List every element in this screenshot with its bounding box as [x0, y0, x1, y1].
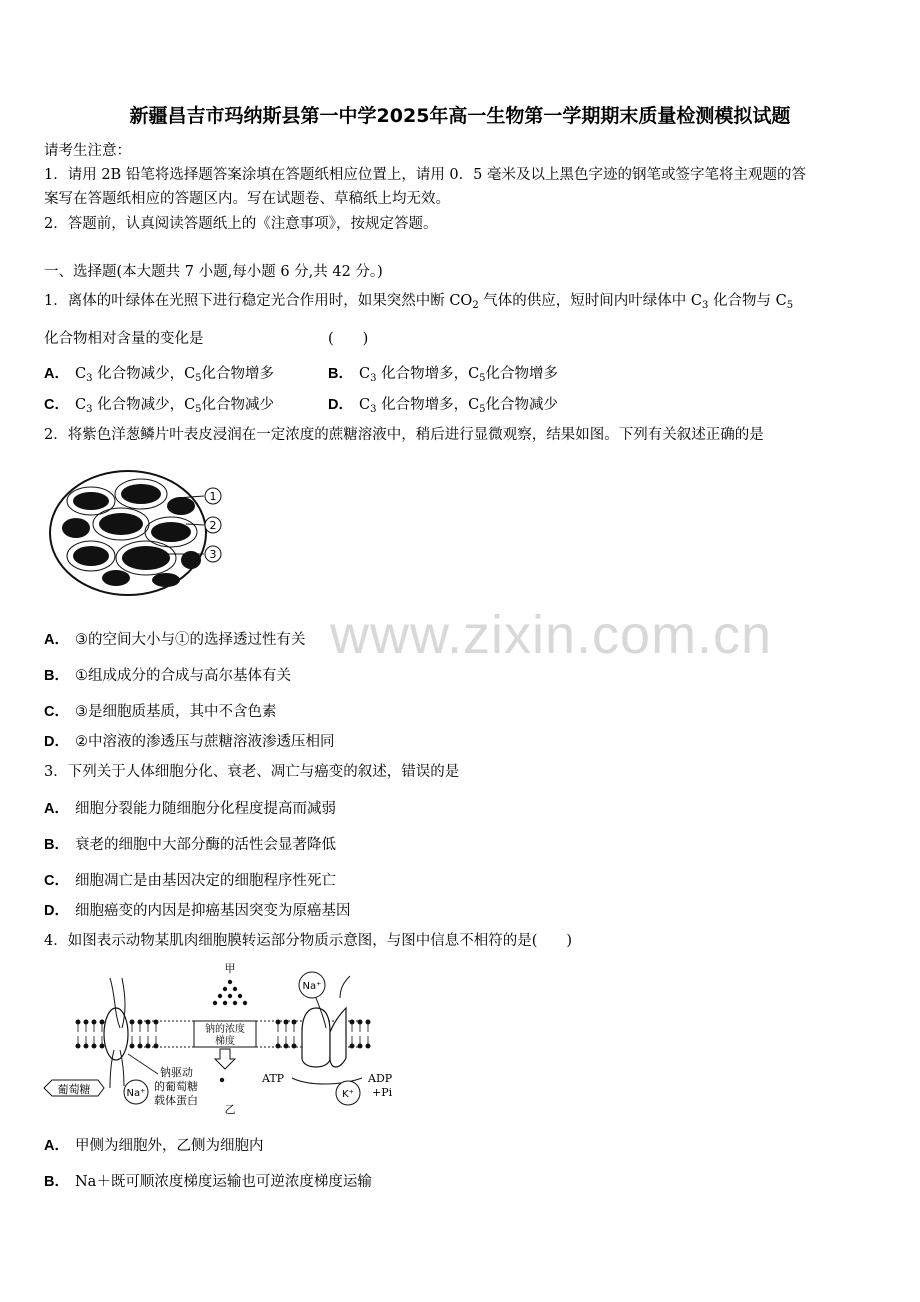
q3-option-d[interactable]: D． 细胞癌变的内因是抑癌基因突变为原癌基因	[44, 903, 351, 919]
carrier-label-1: 钠驱动	[160, 1066, 193, 1079]
side-jia-label: 甲	[224, 962, 236, 975]
cell-micrograph-figure	[46, 466, 236, 600]
fig-label-1: 1	[209, 490, 217, 503]
q1-stem-line2: 化合物相对含量的变化是	[44, 331, 204, 347]
glucose-label: 葡萄糖	[57, 1083, 91, 1096]
q1-answer-paren: ( )	[328, 331, 369, 347]
q2-stem: 2．将紫色洋葱鳞片叶表皮浸润在一定浓度的蔗糖溶液中，稍后进行显微观察，结果如图。下列有关叙述正确的是	[44, 427, 764, 443]
q2-option-d[interactable]: D． ②中溶液的渗透压与蔗糖溶液渗透压相同	[44, 734, 335, 750]
page-title: 新疆昌吉市玛纳斯县第一中学2025年高一生物第一学期期末质量检测模拟试题	[129, 105, 791, 127]
watermark: www.zixin.com.cn	[330, 605, 773, 665]
q3-option-b[interactable]: B． 衰老的细胞中大部分酶的活性会显著降低	[44, 837, 336, 853]
gradient-label-2: 梯度	[215, 1036, 235, 1047]
section-heading: 一、选择题(本大题共 7 小题,每小题 6 分,共 42 分。)	[44, 264, 383, 280]
notice-line-1a: 1．请用 2B 铅笔将选择题答案涂填在答题纸相应位置上，请用 0．5 毫米及以上黑色字迹的钢笔或签字笔将主观题的答	[44, 167, 806, 183]
na-label-right: Na⁺	[302, 981, 322, 992]
pi-label: +Pi	[372, 1086, 393, 1099]
fig-label-3: 3	[209, 548, 217, 561]
q2-option-b[interactable]: B． ①组成成分的合成与高尔基体有关	[44, 668, 291, 684]
q1-option-c[interactable]: C． $C_3$ 化合物减少，$C_5$化合物减少	[44, 397, 275, 415]
q2-option-a[interactable]: A． ③的空间大小与①的选择透过性有关	[44, 632, 306, 648]
q3-stem: 3．下列关于人体细胞分化、衰老、凋亡与癌变的叙述，错误的是	[44, 764, 460, 780]
k-label: K⁺	[342, 1089, 354, 1100]
carrier-label-3: 载体蛋白	[154, 1094, 198, 1107]
gradient-label-1: 钠的浓度	[205, 1024, 245, 1035]
q4-option-a[interactable]: A． 甲侧为细胞外，乙侧为细胞内	[44, 1138, 264, 1154]
fig-label-2: 2	[209, 519, 217, 532]
notice-line-1b: 案写在答题纸相应的答题区内。写在试题卷、草稿纸上均无效。	[44, 191, 450, 207]
q2-option-c[interactable]: C． ③是细胞质基质，其中不含色素	[44, 704, 277, 720]
notice-line-2: 2．答题前，认真阅读答题纸上的《注意事项》，按规定答题。	[44, 216, 438, 232]
na-label-left: Na⁺	[126, 1088, 146, 1099]
q3-option-c[interactable]: C． 细胞凋亡是由基因决定的细胞程序性死亡	[44, 873, 336, 889]
q4-option-b[interactable]: B． Na＋既可顺浓度梯度运输也可逆浓度梯度运输	[44, 1174, 372, 1190]
carrier-label-2: 的葡萄糖	[154, 1080, 198, 1093]
notice-heading: 请考生注意：	[44, 143, 131, 159]
q1-option-b[interactable]: B． $C_3$ 化合物增多，$C_5$化合物增多	[328, 366, 559, 384]
adp-label: ADP	[368, 1072, 393, 1085]
q4-stem: 4．如图表示动物某肌肉细胞膜转运部分物质示意图，与图中信息不相符的是( )	[44, 933, 573, 949]
q3-option-a[interactable]: A． 细胞分裂能力随细胞分化程度提高而减弱	[44, 801, 336, 817]
q1-option-a[interactable]: A． $C_3$ 化合物减少，$C_5$化合物增多	[44, 366, 275, 384]
q1-stem-line1: 1．离体的叶绿体在光照下进行稳定光合作用时，如果突然中断 $CO_2$ 气体的供应，短时间内叶绿体中 $C_3$ 化合物与 $C_5$	[44, 293, 794, 311]
atp-label: ATP	[262, 1072, 285, 1085]
membrane-transport-figure	[40, 958, 410, 1118]
q1-option-d[interactable]: D． $C_3$ 化合物增多，$C_5$化合物减少	[328, 397, 559, 415]
side-yi-label: 乙	[224, 1103, 236, 1116]
